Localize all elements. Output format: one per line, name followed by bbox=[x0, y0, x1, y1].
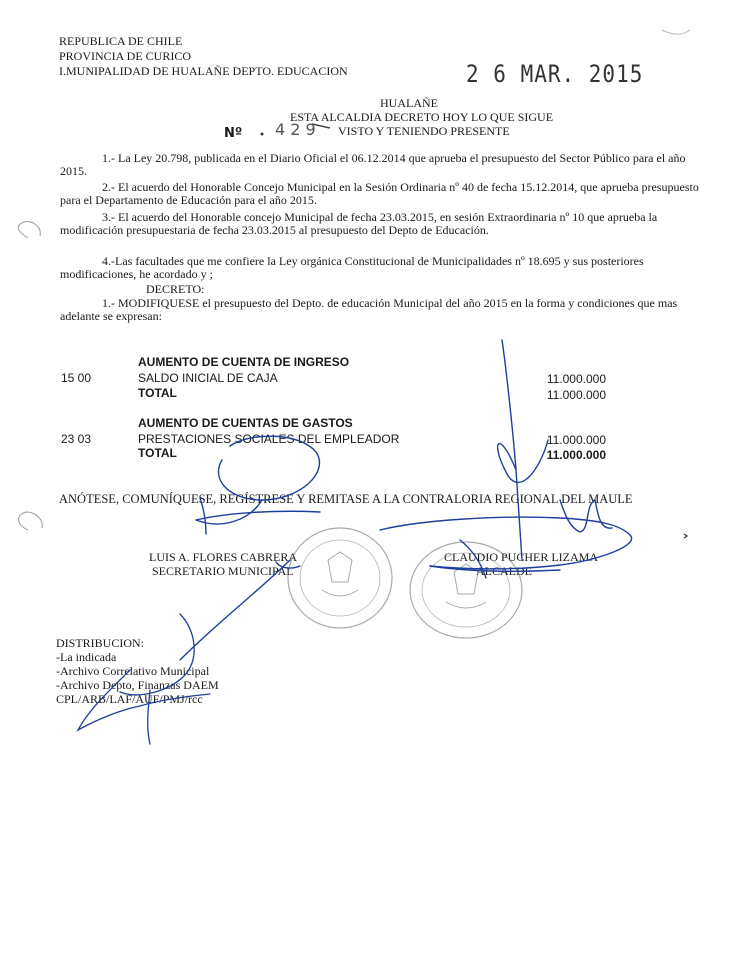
decree-number: 4 2 9 bbox=[275, 120, 316, 139]
consideration-2: 2.- El acuerdo del Honorable Concejo Municipal en la Sesión Ordinaria nº 40 de fecha 15.12.2014, que aprueba presupuesto para el Departamento de Educación para el año 2015. bbox=[60, 180, 699, 207]
visto-line: VISTO Y TENIENDO PRESENTE bbox=[338, 124, 510, 138]
corner-scratch bbox=[662, 30, 690, 34]
mayor-name: CLAUDIO PUCHER LIZAMA bbox=[444, 550, 598, 564]
expenses-total-amount: 11.000.000 bbox=[546, 448, 606, 462]
income-code: 15 00 bbox=[61, 371, 92, 385]
income-item: SALDO INICIAL DE CAJA bbox=[138, 371, 278, 385]
decree-intro-line: ESTA ALCALDIA DECRETO HOY LO QUE SIGUE bbox=[290, 110, 554, 124]
consideration-4: 4.-Las facultades que me confiere la Ley orgánica Constitucional de Municipalidades nº 18.695 y sus posteriores modificaciones, he acordado y ; bbox=[60, 254, 644, 281]
expenses-heading: AUMENTO DE CUENTAS DE GASTOS bbox=[138, 416, 353, 430]
decree-item-1: 1.- MODIFIQUESE el presupuesto del Depto. de educación Municipal del año 2015 en la forma y condiciones que mas adelante se expresan: bbox=[60, 296, 678, 323]
distribution-title: DISTRIBUCION: bbox=[56, 636, 145, 650]
mayor-seal bbox=[410, 542, 522, 638]
mayor-signature bbox=[380, 340, 632, 578]
punch-hole-mark bbox=[19, 512, 43, 530]
mayor-title: ALCALDE bbox=[476, 564, 532, 578]
income-total-amount: 11.000.000 bbox=[546, 388, 606, 402]
consideration-3: 3.- El acuerdo del Honorable concejo Municipal de fecha 23.03.2015, en sesión Extraordinaria nº 10 que aprueba la modificación presupuestaria de fecha 23.03.2015 al presupuesto del Depto de Educación. bbox=[60, 210, 658, 237]
decree-dot bbox=[261, 133, 264, 136]
margin-tick bbox=[684, 534, 687, 538]
secretary-name: LUIS A. FLORES CABRERA bbox=[149, 550, 298, 564]
distribution-item: -La indicada bbox=[56, 650, 117, 664]
header-province: PROVINCIA DE CURICO bbox=[59, 49, 192, 63]
header-municipality: I.MUNIPALIDAD DE HUALAÑE DEPTO. EDUCACION bbox=[59, 64, 348, 78]
income-total-label: TOTAL bbox=[138, 386, 177, 400]
decree-number-prefix: Nº bbox=[224, 126, 243, 141]
expenses-item-amount: 11.000.000 bbox=[546, 433, 606, 447]
income-heading: AUMENTO DE CUENTA DE INGRESO bbox=[138, 355, 350, 369]
decree-number-strike bbox=[312, 124, 330, 128]
secretary-seal bbox=[288, 528, 392, 628]
date-stamp: 2 6 MAR. 2015 bbox=[466, 60, 644, 88]
consideration-1: 1.- La Ley 20.798, publicada en el Diario Oficial el 06.12.2014 que aprueba el presupuesto del Sector Público para el año 2015. bbox=[60, 151, 686, 178]
header-republic: REPUBLICA DE CHILE bbox=[59, 34, 183, 48]
expenses-code: 23 03 bbox=[61, 432, 92, 446]
distribution-initials bbox=[78, 614, 210, 744]
distribution-item: CPL/ARB/LAF/AUF/PMJ/rcc bbox=[56, 692, 203, 706]
secretary-title: SECRETARIO MUNICIPAL bbox=[152, 564, 294, 578]
decreto-label: DECRETO: bbox=[146, 282, 205, 296]
expenses-total-label: TOTAL bbox=[138, 446, 177, 460]
income-item-amount: 11.000.000 bbox=[546, 372, 606, 386]
place-name: HUALAÑE bbox=[380, 96, 438, 110]
expenses-item: PRESTACIONES SOCIALES DEL EMPLEADOR bbox=[138, 432, 400, 446]
distribution-item: -Archivo Depto, Finanzas DAEM bbox=[56, 678, 219, 692]
punch-hole-mark bbox=[18, 222, 40, 238]
distribution-item: -Archivo Correlativo Municipal bbox=[56, 664, 210, 678]
closing-line: ANÓTESE, COMUNÍQUESE, REGÍSTRESE Y REMITASE A LA CONTRALORIA REGIONAL DEL MAULE bbox=[59, 492, 633, 506]
